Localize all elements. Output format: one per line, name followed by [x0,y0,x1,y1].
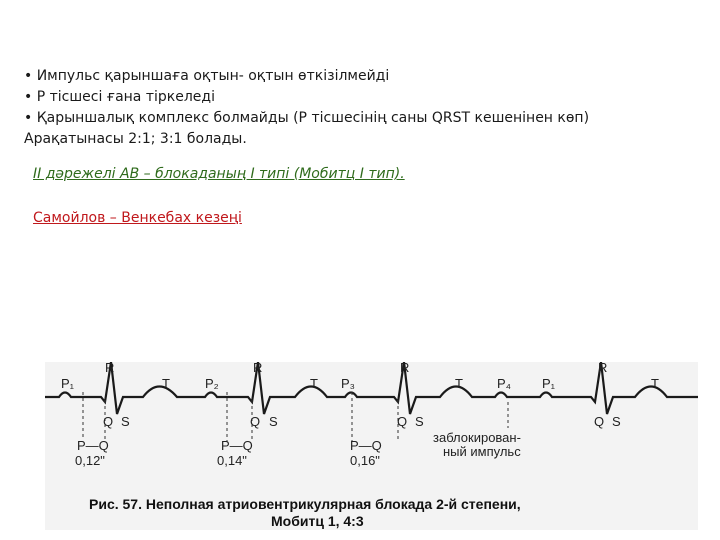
interval-1: 0,12" [75,453,105,468]
label-r: R [598,362,608,375]
label-q: Q [594,414,605,429]
label-s: S [612,414,621,429]
label-q: Q [250,414,261,429]
label-q: Q [397,414,408,429]
label-t: T [162,376,170,391]
label-s: S [269,414,278,429]
label-s: S [121,414,130,429]
pq-label: P—Q [77,438,109,453]
label-t: T [310,376,318,391]
figure-caption-line2: Мобитц 1, 4:3 [271,513,364,529]
figure-caption-line1: Рис. 57. Неполная атриовентрикулярная блокада 2-й степени, [89,496,521,512]
label-p4: P₄ [497,376,511,391]
bullet-list [24,66,714,150]
label-q: Q [103,414,114,429]
label-p3: P₃ [341,376,355,391]
label-t: T [455,376,463,391]
label-p5: P₁ [542,376,556,391]
bullet-item: • Р тісшесі ғана тіркеледі [24,89,215,105]
samoilov-wenckebach-link[interactable]: Самойлов – Венкебах кезеңі [33,210,242,226]
label-p1: P₁ [61,376,75,391]
label-p2: P₂ [205,376,219,391]
label-r: R [253,362,263,375]
ecg-diagram [45,362,698,530]
bullet-item: • Импульс қарыншаға оқтын- оқтын өткізілмейді [24,68,390,84]
ecg-figure [45,362,698,530]
label-r: R [105,362,115,375]
interval-3: 0,16" [350,453,380,468]
blocked-note-line2: ный импульс [443,444,521,459]
blocked-note-line1: заблокирован- [433,430,521,445]
label-s: S [415,414,424,429]
pq-label: P—Q [350,438,382,453]
ratio-text: Арақатынасы 2:1; 3:1 болады. [24,131,247,147]
interval-2: 0,14" [217,453,247,468]
pq-label: P—Q [221,438,253,453]
mobitz-type-link[interactable]: II дәрежелі АВ – блокаданың I типі (Мобитц I тип). [33,166,405,182]
label-r: R [400,362,410,375]
label-t: T [651,376,659,391]
bullet-item: • Қарыншалық комплекс болмайды (Р тісшесінің саны QRST кешенінен көп) [24,110,590,126]
